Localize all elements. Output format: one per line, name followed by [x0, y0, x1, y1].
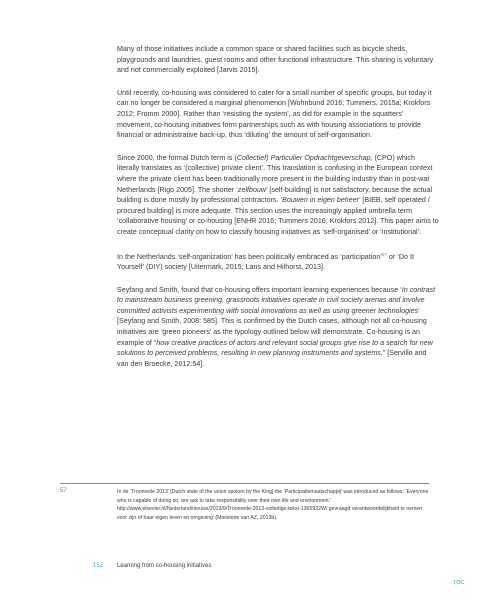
text-segment: ’ [BIEB, self operated / procured building] is more adequate. This section uses the increasingly applied umbrella term ‘collaborative housing’ or co-housing [ENHR 2016; Tummers 2016; Krokfors 2012]. This paper aims to create conceptual clarity on how to classify housing initiatives as ‘self-organised’ or ‘institutional’. — [117, 196, 439, 236]
footnote-text: In de ‘Troonrede 2013’ [Dutch state of the union spoken by the King] the ‘Participatiemaatschappij’ was introduced as follows: ‘Everyone who is capable of doing so, are ask to take responsibility over their own life and environment.’ http://www.elsevier.nl/Nederland/nieuws/2013/9/Troonrede-2013-volledige-tekst-1365922W/ gevraagd verantwoordelijkheid te nemen voor zijn of haar eigen leven en omgeving’ (Ministerie van AZ, 2013b). — [117, 489, 429, 521]
footnote-divider — [60, 483, 429, 484]
paragraph-seyfang-smith — [117, 285, 439, 370]
paragraph-shared-facilities: Many of those initiatives include a common space or shared facilities such as bicycle sheds, playgrounds and laundries, guest rooms and other functional infrastructure. This sharing is voluntary and not commercially exploited [Jarvis 2015]. — [117, 45, 434, 75]
text-segment: In the Netherlands ‘self-organization’ has been politically embraced as ‘participation’ — [117, 252, 382, 261]
paragraph-self-organization — [117, 250, 439, 273]
text-segment: ’ [Seyfang and Smith, 2008: 585]. This is confirmed by the Dutch cases, although not all co-housing initiatives are ‘green pioneers’ as the typology outlined below will demonstrate. Co-housing is an example of “ — [117, 306, 427, 347]
text-italic: Collectief) Particulier Opdrachtgeverschap, — [236, 153, 373, 162]
body-text — [117, 44, 439, 381]
text-segment: or ‘Do It Yourself’ (DIY) society [Uitermark, 2015; Lans and Hilhorst, 2013]. — [117, 252, 414, 272]
paragraph-dutch-term — [117, 153, 439, 238]
text-segment: (CPO) which literally translates as ‘(collective) private client’. This translation is confusing in the European context where the private client has been traditionally more present in the building industry than in post-war Netherlands [Rigo 2005]. The shorter ‘ — [117, 153, 433, 194]
paragraph-co-housing-groups: Until recently, co-housing was considered to cater for a small number of specific groups, but today it can no longer be considered a marginal phenomenon [Wohnbund 2016; Tummers, 2015a; Krokfors 2012; Fromm 2000]. Rather than ‘resisting the system’, as did for example in the squatters’ movement, co-housing initiatives form partnerships such as with housing associations to provide financial or administrative back-up, thus ‘diluting’ the amount of self-organisation. — [117, 88, 432, 140]
footnote-number: 57 — [60, 488, 67, 494]
page-number: 152 — [93, 563, 104, 569]
footnote-reference-link[interactable]: 57 — [381, 251, 387, 257]
toc-link[interactable]: TOC — [453, 580, 465, 586]
text-segment: ” [Servillo and van den Broecke, 2012:54]. — [117, 349, 427, 368]
text-italic: how creative practices of actors and relevant social groups give rise to a search for new solutions to perceived problems, resulting in new planning instruments and systems. — [117, 338, 433, 358]
text-italic: Bouwen in eigen beheer — [282, 196, 360, 205]
text-italic: In contrast to mainstream business greening, grassroots initiatives operate in civil society arenas and involve committed activists experimenting with social innovations as well as using greener technologies — [117, 285, 436, 315]
text-italic: zelfbouw — [237, 185, 267, 194]
text-segment: Since 2000, the formal Dutch term is ( — [117, 153, 237, 162]
text-segment: Seyfang and Smith, found that co-housing offers important learning experiences because ‘ — [117, 285, 402, 294]
running-title: Learning from co-housing initiatives — [117, 563, 212, 569]
text-segment: ’ [self-building] is not satisfactory, because the actual building is done mostly by professional contractors. ‘ — [117, 185, 433, 205]
